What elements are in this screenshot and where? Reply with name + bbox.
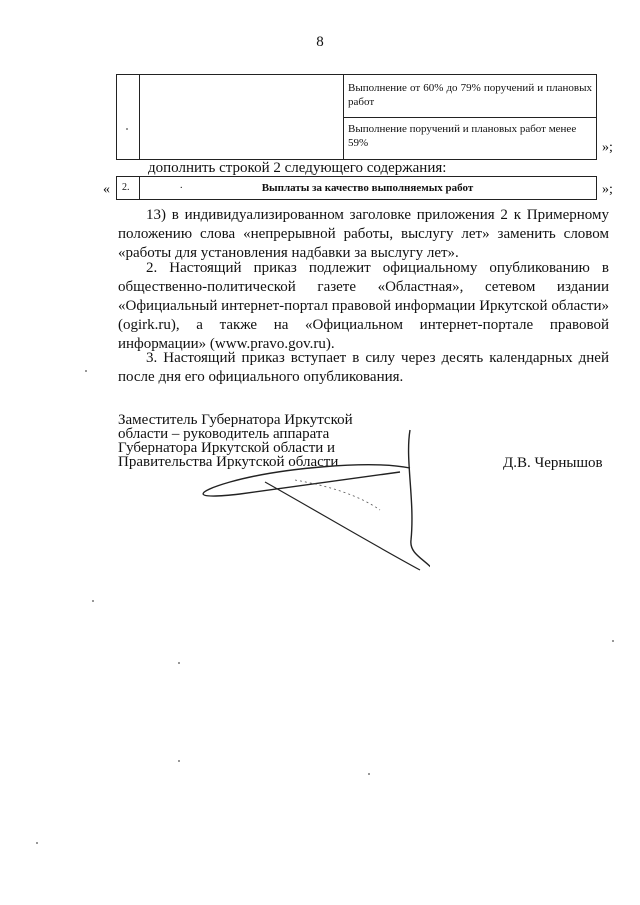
signatory-name: Д.В. Чернышов	[503, 455, 603, 471]
row-number: 2.	[122, 182, 130, 193]
criteria-table	[116, 74, 597, 160]
table-cell: Выполнение поручений и плановых работ менее 59%	[348, 123, 577, 149]
page-number: 8	[316, 34, 324, 50]
added-row-table	[116, 176, 597, 200]
paragraph-2: 2. Настоящий приказ подлежит официальному опубликованию в общественно-политической газете «Областная», сетевом издании «Официальный интернет-портал правовой информации Иркутской области» (ogirk.ru), а также на «Официальном интернет-портале правовой информации» (www.pravo.gov.ru).	[118, 260, 609, 352]
scan-speck	[178, 760, 180, 762]
scan-speck	[612, 640, 614, 642]
handwritten-signature	[190, 420, 430, 580]
paragraph-3: 3. Настоящий приказ вступает в силу через десять календарных дней после дня его официального опубликования.	[118, 350, 609, 385]
table-divider	[343, 117, 596, 118]
signatory-line: Правительства Иркутской области	[118, 454, 339, 470]
table-divider	[139, 75, 140, 159]
table-cell: Выполнение от 60% до 79% поручений и плановых работ	[348, 82, 592, 108]
closing-quote: »;	[602, 182, 613, 197]
signatory-line: области – руководитель аппарата	[118, 426, 330, 442]
signatory-line: Губернатора Иркутской области и	[118, 440, 336, 456]
paragraph-13: 13) в индивидуализированном заголовке приложения 2 к Примерному положению слова «непрерывной работы, выслугу лет» заменить словом «работы для установления надбавки за выслугу лет».	[118, 207, 609, 261]
scan-speck	[178, 662, 180, 664]
instruction-line: дополнить строкой 2 следующего содержания:	[148, 160, 447, 176]
scan-speck	[85, 370, 87, 372]
scan-speck	[368, 773, 370, 775]
signatory-line: Заместитель Губернатора Иркутской	[118, 412, 353, 428]
scan-speck	[92, 600, 94, 602]
scan-speck	[126, 128, 128, 130]
closing-quote: »;	[602, 140, 613, 155]
opening-quote: «	[103, 182, 110, 197]
scan-speck	[36, 842, 38, 844]
row-title: Выплаты за качество выполняемых работ	[261, 182, 474, 194]
row-mark: .	[180, 180, 183, 191]
